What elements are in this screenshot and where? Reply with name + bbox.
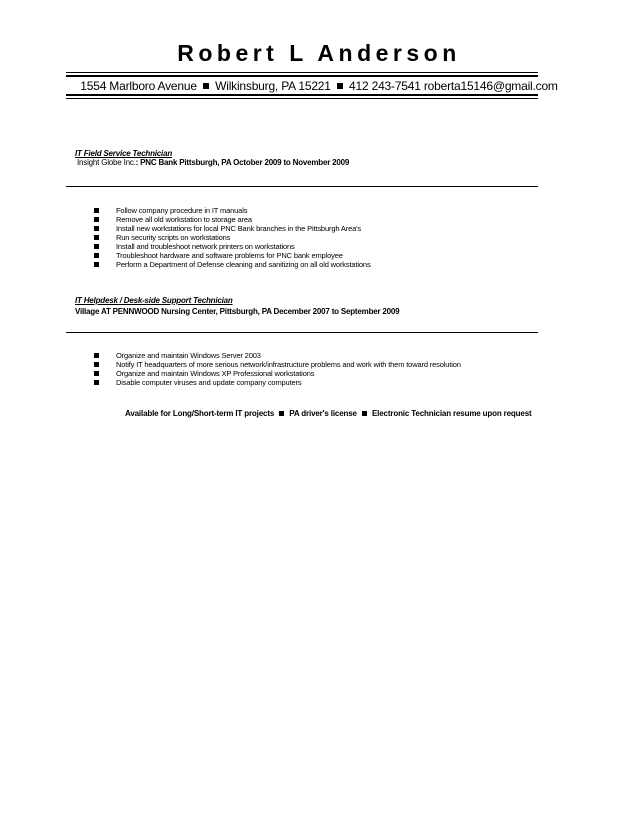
bullet-square-icon (94, 217, 99, 222)
bullet-square-icon (94, 262, 99, 267)
bullet-square-icon (94, 208, 99, 213)
contact-address: 1554 Marlboro Avenue (80, 79, 197, 93)
bullet-square-icon (94, 353, 99, 358)
job-company (75, 307, 399, 316)
section-divider (66, 186, 538, 187)
contact-city: Wilkinsburg, PA 15221 (215, 79, 331, 93)
resume-page: Robert L Anderson 1554 Marlboro Avenue Wilkinsburg, PA 15221 412 243-7541 roberta15146@gmail.com IT Field Service Technician Insight Globe Inc.: PNC Bank Pittsburgh, PA October 2009 to November 2009 Follow company procedure in IT manuals Remove all old workstation to storage area Install new workstations for local PNC Bank branches in the Pittsburgh Area's Run security scripts on workstations Install and troubleshoot network printers on workstations Troubleshoot hardware and software problems for PNC bank employee Perform a Department of Defense cleaning and sanitizing on all old workstations IT Helpdesk / Desk-side Support Technician Village AT PENNWOOD Nursing Center, Pittsburgh, PA December 2007 to September 2009 Organize and maintain Windows Server 2003 Notify IT headquarters of more serious network/infrastructure problems and work with them toward resolution Organize and maintain Windows XP Professional workstations Disable computer viruses and update company computers Available for Long/Short-term IT projects PA driver's license Electronic Technician resume upon request (0, 0, 638, 826)
bullet-square-icon (362, 411, 367, 416)
contact-line (0, 79, 638, 93)
header-rule-top-thick (66, 75, 538, 77)
candidate-name: Robert L Anderson (177, 40, 461, 66)
availability-item: PA driver's license (289, 409, 357, 418)
bullet-square-icon (94, 371, 99, 376)
contact-phone: 412 243-7541 (349, 79, 421, 93)
bullet-square-icon (337, 83, 343, 89)
contact-email[interactable]: roberta15146@gmail.com (423, 79, 558, 93)
bullet-square-icon (94, 244, 99, 249)
bullet-square-icon (94, 235, 99, 240)
header-rule-top-thin (66, 72, 538, 73)
job-company (77, 158, 349, 167)
bullet-square-icon (279, 411, 284, 416)
company-prefix: Insight Globe Inc. (77, 158, 136, 167)
bullet-square-icon (94, 380, 99, 385)
company-detail: : PNC Bank Pittsburgh, PA October 2009 to November 2009 (135, 158, 350, 167)
company-detail: Village AT PENNWOOD Nursing Center, Pittsburgh, PA December 2007 to September 2009 (75, 307, 400, 316)
header-rule-bottom-thin (66, 98, 538, 99)
availability-item: Available for Long/Short-term IT projects (125, 409, 275, 418)
availability-item: Electronic Technician resume upon request (372, 409, 532, 418)
header-rule-bottom-thick (66, 94, 538, 96)
bullet-square-icon (203, 83, 209, 89)
bullet-square-icon (94, 362, 99, 367)
bullet-square-icon (94, 226, 99, 231)
section-divider (66, 332, 538, 333)
bullet-square-icon (94, 253, 99, 258)
job-title: IT Helpdesk / Desk-side Support Technician (75, 296, 233, 305)
job-title: IT Field Service Technician (75, 149, 173, 158)
